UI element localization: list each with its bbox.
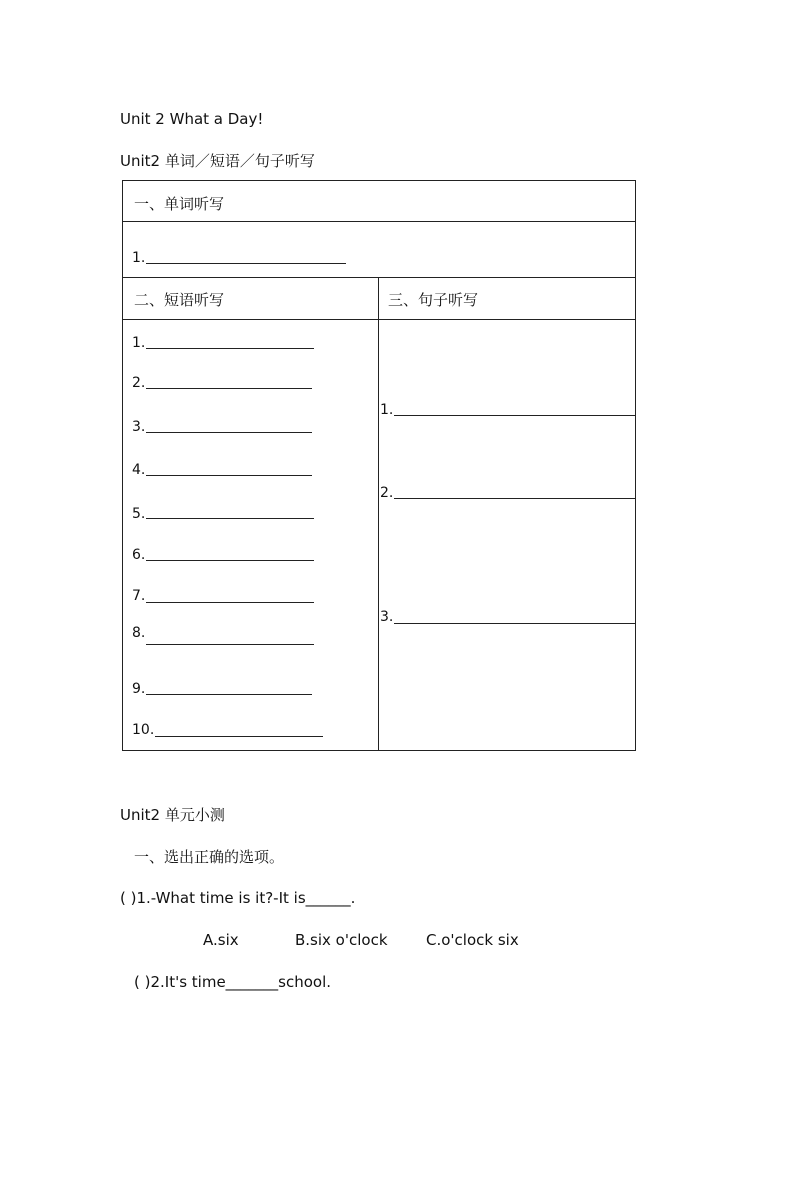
phrase-number: 10. (132, 722, 155, 738)
unit-title: Unit 2 What a Day! (120, 110, 264, 128)
sentence-answer-line[interactable] (394, 623, 635, 624)
phrase-number: 8. (132, 625, 146, 641)
phrase-answer-line[interactable] (146, 602, 314, 603)
question-1-option-c[interactable]: C.o'clock six (426, 931, 519, 949)
sentence-number: 2. (380, 485, 394, 501)
table-divider (122, 221, 636, 222)
table-border (122, 180, 636, 751)
question-1-option-a[interactable]: A.six (203, 931, 239, 949)
section-sentences-label: 三、句子听写 (388, 291, 479, 309)
phrase-answer-line[interactable] (146, 432, 312, 433)
phrase-answer-line[interactable] (146, 560, 314, 561)
phrase-number: 4. (132, 462, 146, 478)
sentence-number: 1. (380, 402, 394, 418)
sentence-answer-line[interactable] (394, 498, 635, 499)
question-1-option-b[interactable]: B.six o'clock (295, 931, 388, 949)
phrase-answer-line[interactable] (146, 475, 312, 476)
question-2: ( )2.It's time_______school. (134, 973, 332, 991)
dictation-heading: Unit2 单词／短语／句子听写 (120, 152, 315, 170)
phrase-number: 3. (132, 419, 146, 435)
quiz-section-title: 一、选出正确的选项。 (134, 848, 285, 866)
phrase-answer-line[interactable] (146, 694, 312, 695)
table-divider (122, 277, 636, 278)
phrase-number: 5. (132, 506, 146, 522)
sentence-answer-line[interactable] (394, 415, 635, 416)
phrase-number: 6. (132, 547, 146, 563)
question-1: ( )1.-What time is it?-It is______. (120, 889, 356, 907)
phrase-answer-line[interactable] (146, 348, 314, 349)
section-words-label: 一、单词听写 (134, 195, 225, 213)
phrase-number: 1. (132, 335, 146, 351)
phrase-answer-line[interactable] (155, 736, 323, 737)
table-divider (122, 319, 636, 320)
phrase-answer-line[interactable] (146, 388, 312, 389)
word-number: 1. (132, 250, 146, 266)
table-column-divider (378, 277, 379, 751)
sentence-number: 3. (380, 609, 394, 625)
phrase-answer-line[interactable] (146, 518, 314, 519)
word-answer-line[interactable] (146, 263, 346, 264)
phrase-number: 2. (132, 375, 146, 391)
phrase-number: 9. (132, 681, 146, 697)
phrase-number: 7. (132, 588, 146, 604)
section-phrases-label: 二、短语听写 (134, 291, 225, 309)
phrase-answer-line[interactable] (146, 644, 314, 645)
quiz-heading: Unit2 单元小测 (120, 806, 225, 824)
